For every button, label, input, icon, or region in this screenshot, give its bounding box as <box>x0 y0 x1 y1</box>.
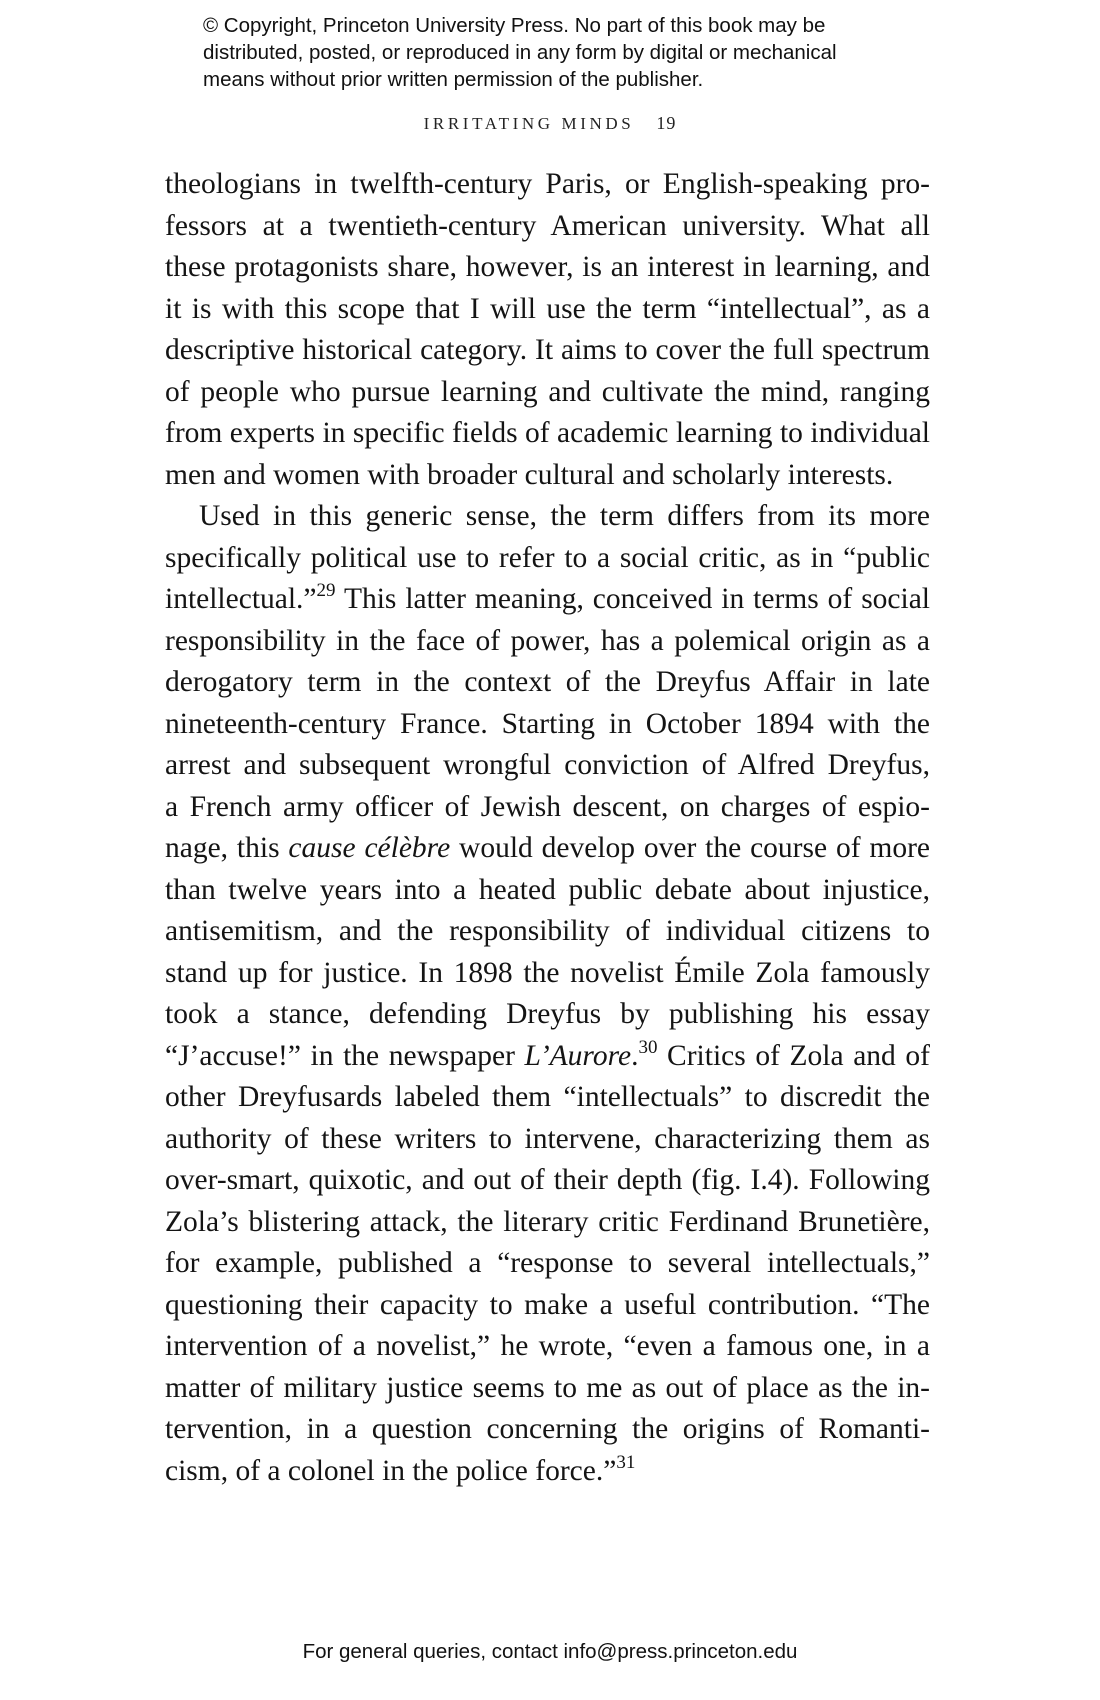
text-run: over-smart, quixotic, and out of their depth (fig. I.4). Following <box>165 1164 930 1196</box>
footnote-marker: 31 <box>616 1451 636 1473</box>
text-line <box>165 662 930 704</box>
footer-contact: For general queries, contact info@press.princeton.edu <box>302 1640 798 1663</box>
text-line <box>165 330 930 372</box>
text-run: took a stance, defending Dreyfus by publishing his essay <box>165 998 930 1030</box>
text-line <box>165 206 930 248</box>
text-line <box>165 1326 930 1368</box>
body-text <box>165 164 930 1492</box>
italic-phrase: cause célèbre <box>288 832 451 864</box>
text-run: theologians in twelfth-century Paris, or English-speaking pro- <box>165 168 930 200</box>
text-run: nineteenth-century France. Starting in October 1894 with the <box>165 707 930 740</box>
text-line <box>165 1285 930 1327</box>
copyright-notice <box>203 12 963 93</box>
text-line <box>165 579 930 621</box>
text-line <box>165 289 930 331</box>
text-run: a French army officer of Jewish descent, on charges of espio- <box>165 790 930 823</box>
text-run: of people who pursue learning and cultivate the mind, ranging <box>165 375 930 408</box>
text-run: “J’accuse!” in the newspaper <box>165 1039 525 1072</box>
text-line <box>165 704 930 746</box>
copyright-line: distributed, posted, or reproduced in any form by digital or mechanical <box>203 41 837 64</box>
text-line <box>165 1368 930 1410</box>
text-line <box>165 1451 930 1493</box>
text-run: stand up for justice. In 1898 the novelist Émile Zola famously <box>165 956 930 989</box>
text-run: specifically political use to refer to a social critic, as in “public <box>165 541 930 574</box>
running-head-title: IRRITATING MINDS <box>423 114 635 133</box>
text-run: antisemitism, and the responsibility of individual citizens to <box>165 915 930 947</box>
text-run: intellectual.” <box>165 583 317 615</box>
text-line <box>165 1243 930 1285</box>
running-head <box>0 113 1100 134</box>
text-line <box>165 455 930 497</box>
text-line <box>165 621 930 663</box>
text-line <box>165 953 930 995</box>
text-line <box>165 164 930 206</box>
text-run: would develop over the course of more <box>450 832 930 864</box>
text-run: descriptive historical category. It aims to cover the full spectrum <box>165 334 930 366</box>
text-line <box>165 538 930 580</box>
text-line <box>165 372 930 414</box>
text-line <box>165 1160 930 1202</box>
copyright-line: means without prior written permission of the publisher. <box>203 68 704 91</box>
text-run: these protagonists share, however, is an interest in learning, and <box>165 251 930 283</box>
text-line <box>165 1119 930 1161</box>
text-run: This latter meaning, conceived in terms of social <box>335 583 930 615</box>
text-run: derogatory term in the context of the Dreyfus Affair in late <box>165 666 930 698</box>
italic-newspaper-title: L’Aurore <box>524 1039 632 1072</box>
text-run: Critics of Zola and of <box>657 1039 930 1072</box>
text-run: intervention of a novelist,” he wrote, “even a famous one, in a <box>165 1330 930 1362</box>
text-run: it is with this scope that I will use the term “intellectual”, as a <box>165 292 930 325</box>
text-run: authority of these writers to intervene, characterizing them as <box>165 1122 930 1155</box>
footnote-marker: 30 <box>638 1036 658 1058</box>
text-run: men and women with broader cultural and scholarly interests. <box>165 458 894 491</box>
text-run: other Dreyfusards labeled them “intellectuals” to discredit the <box>165 1081 930 1113</box>
text-run: fessors at a twentieth-century American university. What all <box>165 209 930 242</box>
text-line <box>165 1077 930 1119</box>
text-run: than twelve years into a heated public debate about injustice, <box>165 873 930 906</box>
text-line <box>165 1409 930 1451</box>
text-run: . <box>631 1039 639 1072</box>
text-line <box>165 247 930 289</box>
text-run: Used in this generic sense, the term differs from its more <box>199 500 930 532</box>
text-line <box>165 745 930 787</box>
text-run: responsibility in the face of power, has a polemical origin as a <box>165 624 930 657</box>
text-run: matter of military justice seems to me as out of place as the in- <box>165 1371 930 1404</box>
text-line <box>165 911 930 953</box>
page-number: 19 <box>656 113 677 133</box>
text-line <box>165 828 930 870</box>
text-line <box>165 870 930 912</box>
text-run: questioning their capacity to make a useful contribution. “The <box>165 1288 930 1321</box>
text-run: Zola’s blistering attack, the literary critic Ferdinand Brunetière, <box>165 1205 930 1238</box>
text-run: arrest and subsequent wrongful conviction of Alfred Dreyfus, <box>165 749 930 781</box>
text-line <box>165 1202 930 1244</box>
footnote-marker: 29 <box>316 580 336 601</box>
text-line <box>165 496 930 538</box>
copyright-line: © Copyright, Princeton University Press. No part of this book may be <box>203 14 826 37</box>
text-line <box>165 787 930 829</box>
text-run: cism, of a colonel in the police force.” <box>165 1454 617 1487</box>
text-run: tervention, in a question concerning the origins of Romanti- <box>165 1413 930 1445</box>
text-run: for example, published a “response to several intellectuals,” <box>165 1247 930 1279</box>
text-line <box>165 994 930 1036</box>
text-line <box>165 1036 930 1078</box>
text-run: nage, this <box>165 832 289 864</box>
text-run: from experts in specific fields of academic learning to individual <box>165 417 930 449</box>
text-line <box>165 413 930 455</box>
